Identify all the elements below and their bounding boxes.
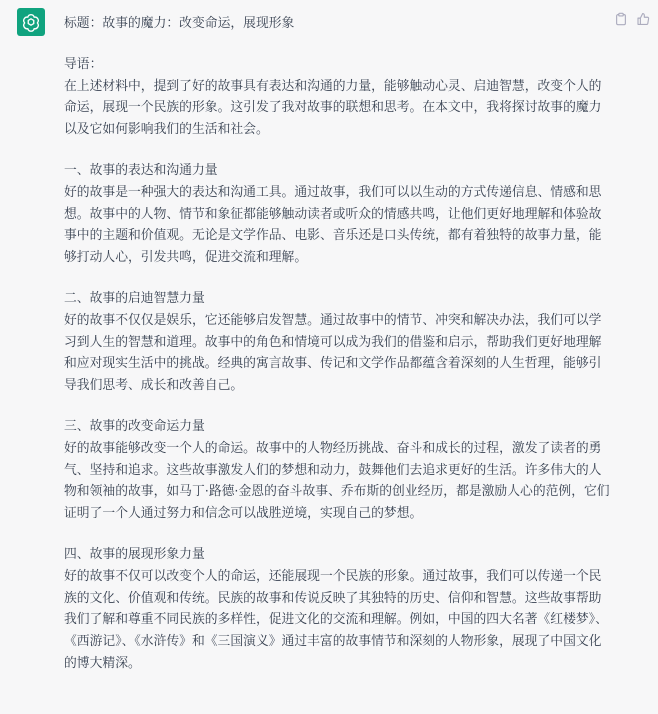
section-1	[64, 160, 612, 269]
section-body: 好的故事不仅可以改变个人的命运，还能展现一个民族的形象。通过故事，我们可以传递一个民族的文化、价值观和传统。民族的故事和传说反映了其独特的历史、信仰和智慧。这些故事帮助我们了解和尊重不同民族的多样性，促进文化的交流和理解。例如，中国的四大名著《红楼梦》、《西游记》、《水浒传》和《三国演义》通过丰富的故事情节和深刻的人物形象，展现了中国文化的博大精深。	[64, 568, 608, 671]
assistant-avatar	[17, 8, 45, 36]
essay-title: 标题：故事的魔力：改变命运，展现形象	[64, 16, 295, 31]
thumbs-up-icon[interactable]	[636, 12, 650, 26]
message-content	[64, 13, 612, 694]
section-heading: 二、故事的启迪智慧力量	[64, 290, 205, 306]
section-body: 好的故事不仅仅是娱乐，它还能够启发智慧。通过故事中的情节、冲突和解决办法，我们可以学习到人生的智慧和道理。故事中的角色和情境可以成为我们的借鉴和启示，帮助我们更好地理解和应对现实生活中的挑战。经典的寓言故事、传记和文学作品都蕴含着深刻的人生哲理，能够引导我们思考、成长和改善自己。	[64, 312, 602, 394]
section-heading: 三、故事的改变命运力量	[64, 418, 205, 434]
section-heading: 四、故事的展现形象力量	[64, 546, 205, 562]
section-body: 好的故事是一种强大的表达和沟通工具。通过故事，我们可以以生动的方式传递信息、情感和思想。故事中的人物、情节和象征都能够触动读者或听众的情感共鸣，让他们更好地理解和体验故事中的主题和价值观。无论是文学作品、电影、音乐还是口头传统，都有着独特的故事力量，能够打动人心，引发共鸣，促进交流和理解。	[64, 184, 602, 266]
section-2	[64, 288, 612, 397]
section-4	[64, 544, 612, 675]
section-3	[64, 416, 612, 525]
section-heading: 导语：	[64, 56, 103, 72]
section-intro	[64, 54, 612, 141]
openai-logo-icon	[21, 12, 41, 32]
section-body: 在上述材料中，提到了好的故事具有表达和沟通的力量，能够触动心灵、启迪智慧，改变个人的命运，展现一个民族的形象。这引发了我对故事的联想和思考。在本文中，我将探讨故事的魔力以及它如何影响我们的生活和社会。	[64, 78, 602, 138]
message-actions	[614, 12, 650, 26]
section-body: 好的故事能够改变一个人的命运。故事中的人物经历挑战、奋斗和成长的过程，激发了读者的勇气、坚持和追求。这些故事激发人们的梦想和动力，鼓舞他们去追求更好的生活。许多伟大的人物和领袖的故事，如马丁·路德·金恩的奋斗故事、乔布斯的创业经历，都是激励人心的范例，它们证明了一个人通过努力和信念可以战胜逆境，实现自己的梦想。	[64, 440, 610, 522]
clipboard-icon[interactable]	[614, 12, 628, 26]
section-heading: 一、故事的表达和沟通力量	[64, 162, 218, 178]
